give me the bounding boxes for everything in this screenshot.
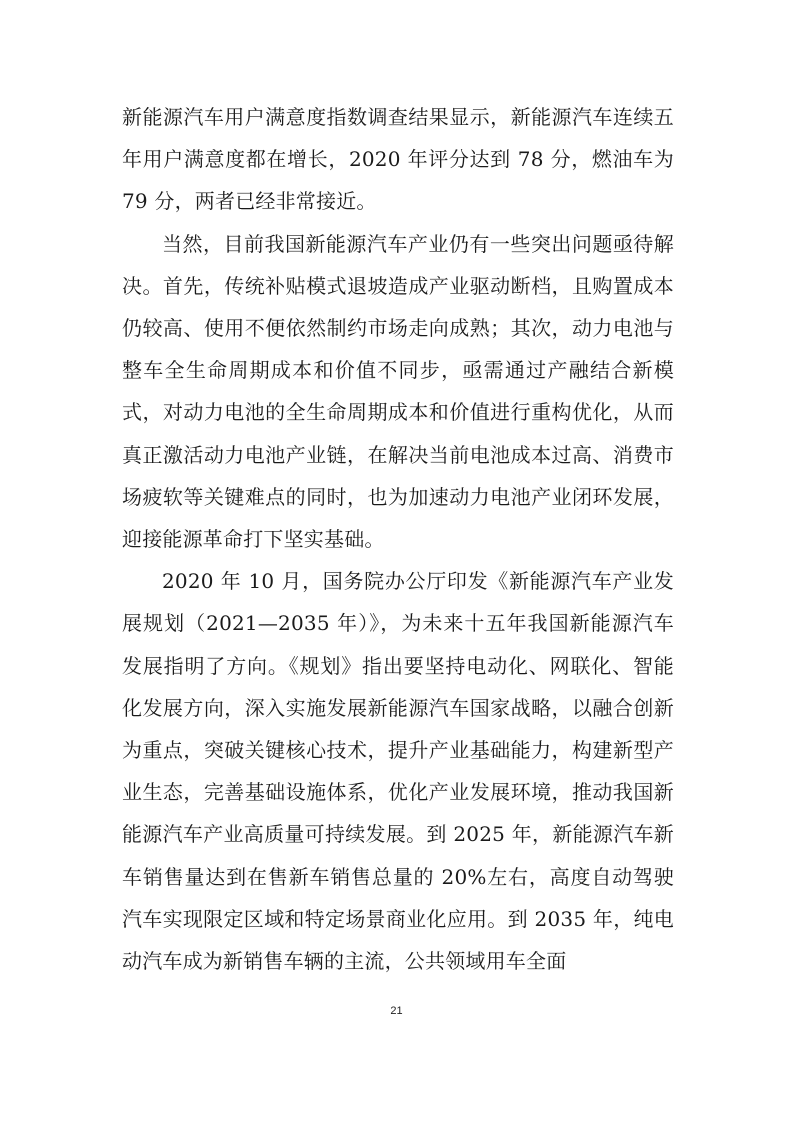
page-number: 21 bbox=[390, 1005, 403, 1017]
paragraph-industry-problems: 当然，目前我国新能源汽车产业仍有一些突出问题亟待解决。首先，传统补贴模式退坡造成产业驱动断档，且购置成本仍较高、使用不便依然制约市场走向成熟；其次，动力电池与整车全生命周期成本和价值不同步，亟需通过产融结合新模式，对动力电池的全生命周期成本和价值进行重构优化，从而真正激活动力电池产业链，在解决当前电池成本过高、消费市场疲软等关键难点的同时，也为加速动力电池产业闭环发展，迎接能源革命打下坚实基础。 bbox=[122, 231, 674, 552]
paragraph-development-plan: 2020 年 10 月，国务院办公厅印发《新能源汽车产业发展规划（2021—2035 年）》，为未来十五年我国新能源汽车发展指明了方向。《规划》指出要坚持电动化、网联化、智能化发展方向，深入实施发展新能源汽车国家战略，以融合创新为重点，突破关键核心技术，提升产业基础能力，构建新型产业生态，完善基础设施体系，优化产业发展环境，推动我国新能源汽车产业高质量可持续发展。到 2025 年，新能源汽车新车销售量达到在售新车销售总量的 20%左右，高度自动驾驶汽车实现限定区域和特定场景商业化应用。到 2035 年，纯电动汽车成为新销售车辆的主流，公共领域用车全面 bbox=[122, 569, 674, 974]
paragraph-user-satisfaction: 新能源汽车用户满意度指数调查结果显示，新能源汽车连续五年用户满意度都在增长，2020 年评分达到 78 分，燃油车为 79 分，两者已经非常接近。 bbox=[122, 105, 674, 214]
body-text bbox=[122, 96, 674, 982]
